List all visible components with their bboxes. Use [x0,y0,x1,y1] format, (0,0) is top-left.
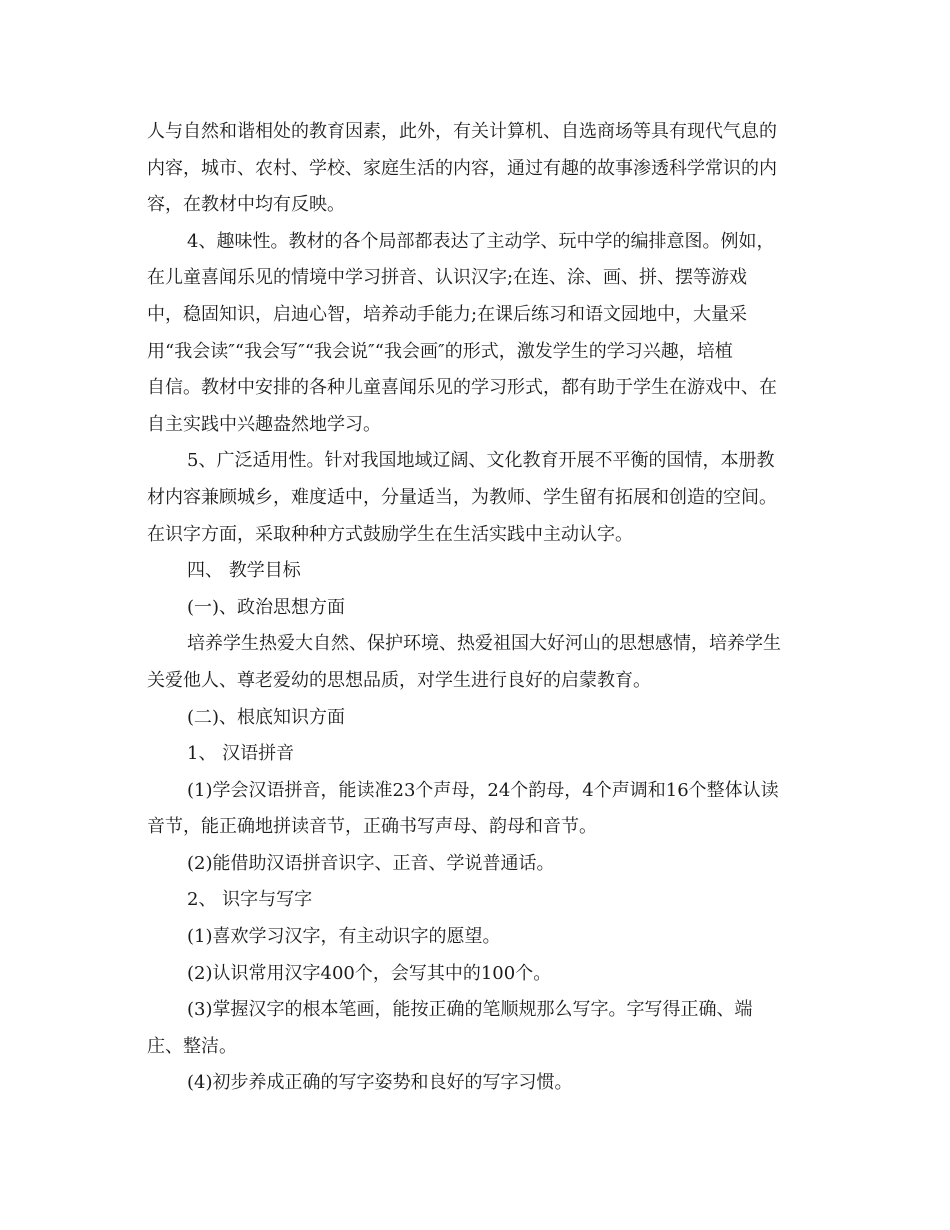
text-line: (4)初步养成正确的写字姿势和良好的写字习惯。 [187,1072,573,1094]
text-line: (1)学会汉语拼音，能读准23个声母，24个韵母，4个声调和16个整体认读 [187,779,779,801]
text-line: 关爱他人、尊老爱幼的思想品质，对学生进行良好的启蒙教育。 [147,669,651,691]
section-heading: 四、 教学目标 [187,560,301,582]
text-line: 内容，城市、农村、学校、家庭生活的内容，通过有趣的故事渗透科学常识的内 [147,157,777,179]
text-line: 在儿童喜闻乐见的情境中学习拼音、认识汉字;在连、涂、画、拼、摆等游戏 [147,267,748,289]
text-line: 人与自然和谐相处的教育因素，此外，有关计算机、自选商场等具有现代气息的 [147,121,777,142]
text-line: 培养学生热爱大自然、保护环境、热爱祖国大好河山的思想感情，培养学生 [187,633,781,655]
text-line: 材内容兼顾城乡，难度适中，分量适当，为教师、学生留有拓展和创造的空间。 [147,486,777,508]
text-line: 庄、整洁。 [147,1035,237,1057]
text-line: (3)掌握汉字的根本笔画，能按正确的笔顺规那么写字。字写得正确、端 [187,999,753,1021]
text-line: 容，在教材中均有反映。 [147,194,345,216]
text-line: (2)认识常用汉字400个，会写其中的100个。 [187,962,552,984]
subsection-heading: (二)、根底知识方面 [187,706,346,728]
text-line: 音节，能正确地拼读音节，正确书写声母、韵母和音节。 [147,816,597,838]
document-body [147,114,807,1102]
item-heading: 2、 识字与写字 [187,889,313,911]
item-heading: 1、 汉语拼音 [187,743,295,765]
text-line: 中，稳固知识，启迪心智，培养动手能力;在课后练习和语文园地中，大量采 [147,303,748,325]
text-line: 4、趣味性。教材的各个局部都表达了主动学、玩中学的编排意图。例如， [187,230,775,252]
text-line: 5、广泛适用性。针对我国地域辽阔、文化教育开展不平衡的国情，本册教 [187,450,775,472]
text-line: (1)喜欢学习汉字，有主动识字的愿望。 [187,926,501,948]
text-line: (2)能借助汉语拼音识字、正音、学说普通话。 [187,852,555,874]
text-line: 自主实践中兴趣盎然地学习。 [147,413,381,435]
subsection-heading: (一)、政治思想方面 [187,596,346,618]
text-line: 用“我会读″“我会写″“我会说″“我会画″的形式，激发学生的学习兴趣，培植 [147,340,733,362]
text-line: 自信。教材中安排的各种儿童喜闻乐见的学习形式，都有助于学生在游戏中、在 [147,377,777,399]
text-line: 在识字方面，采取种种方式鼓励学生在生活实践中主动认字。 [147,523,633,545]
